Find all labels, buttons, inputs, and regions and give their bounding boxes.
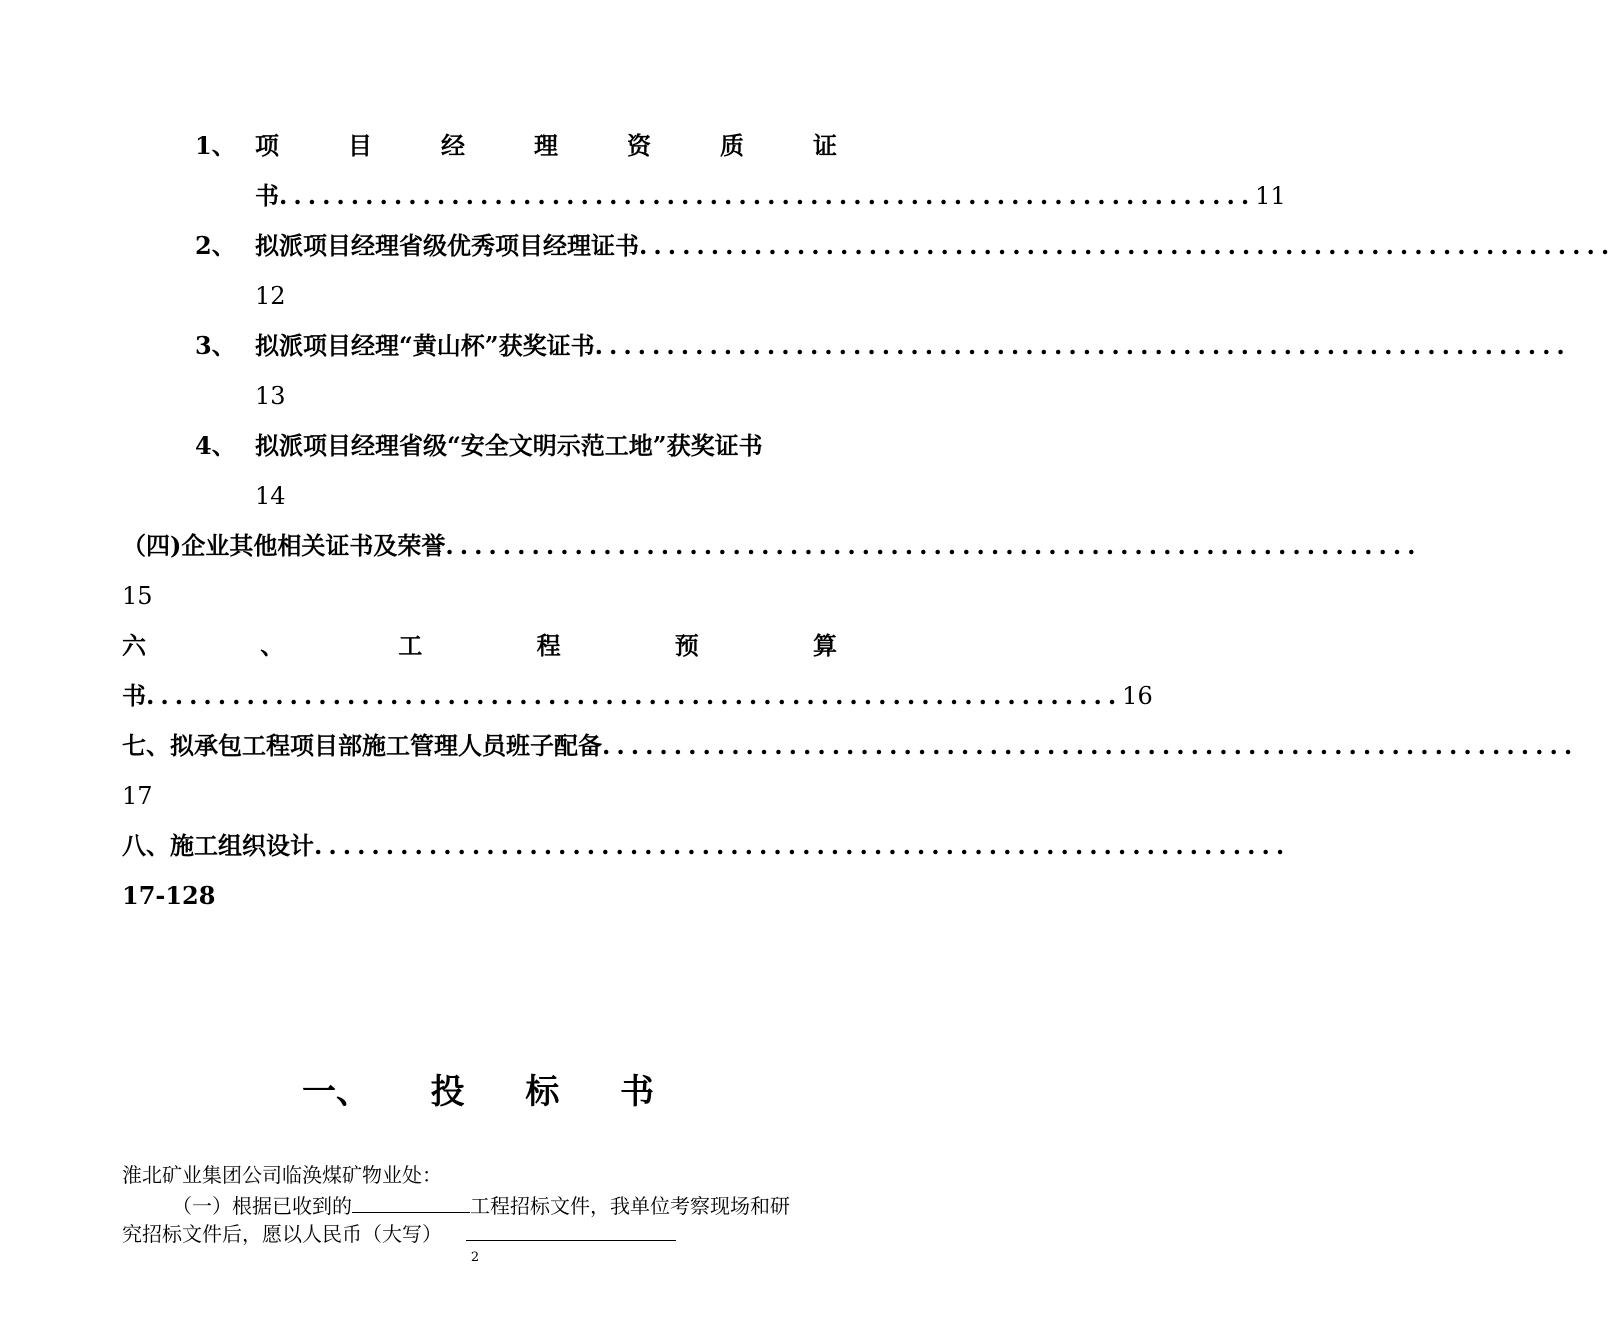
dot-leader: .................................................................... xyxy=(602,731,1579,760)
toc-char: 证 xyxy=(813,131,837,160)
toc-item-6-title xyxy=(122,628,837,664)
toc-char: 理 xyxy=(534,131,558,160)
dot-leader: .................................................................... xyxy=(594,331,1571,360)
toc-item-2-number: 2、 xyxy=(195,231,236,260)
toc-item-6-title-tail: 书 xyxy=(122,681,146,710)
dot-leader: .................................................................... xyxy=(279,181,1256,210)
toc-item-5-leader xyxy=(122,528,1422,564)
toc-item-1-page: 11 xyxy=(1255,182,1286,210)
toc-item-4-title: 拟派项目经理省级“安全文明示范工地”获奖证书 xyxy=(255,431,763,460)
toc-item-8-page: 17-128 xyxy=(122,881,216,910)
toc-char: 六 xyxy=(122,631,146,660)
para-text-c: 究招标文件后，愿以人民币（大写） xyxy=(122,1222,442,1246)
title-char: 一、 xyxy=(302,1072,370,1112)
toc-char: 、 xyxy=(260,631,285,660)
dot-leader: .................................................................... xyxy=(639,231,1615,260)
addressee: 淮北矿业集团公司临涣煤矿物业处： xyxy=(122,1163,442,1187)
toc-item-3-page: 13 xyxy=(255,382,286,410)
toc-char: 程 xyxy=(536,631,561,660)
toc-item-3-title: 拟派项目经理“黄山杯”获奖证书 xyxy=(255,331,595,360)
title-char: 投 xyxy=(430,1072,465,1112)
toc-char: 经 xyxy=(441,131,465,160)
toc-item-7-title: 七、拟承包工程项目部施工管理人员班子配备 xyxy=(122,731,602,760)
toc-item-5-page: 15 xyxy=(122,582,153,610)
toc-item-2-page: 12 xyxy=(255,282,286,310)
toc-item-6-leader xyxy=(122,678,1153,714)
title-char: 标 xyxy=(525,1072,560,1112)
toc-item-1-title xyxy=(255,128,837,164)
toc-item-2-title: 拟派项目经理省级优秀项目经理证书 xyxy=(255,231,639,260)
title-char: 书 xyxy=(619,1072,654,1112)
toc-item-3-number: 3、 xyxy=(195,331,236,360)
toc-char: 项 xyxy=(255,131,279,160)
toc-item-1-leader xyxy=(255,178,1286,214)
dot-leader: .................................................................... xyxy=(445,531,1422,560)
toc-item-2-leader xyxy=(255,228,1615,264)
toc-char: 预 xyxy=(674,631,699,660)
toc-item-1-number: 1、 xyxy=(195,131,236,160)
paragraph-line-2 xyxy=(122,1218,676,1249)
para-text-a: （一）根据已收到的 xyxy=(172,1194,352,1218)
toc-char: 算 xyxy=(812,631,837,660)
toc-char: 质 xyxy=(720,131,744,160)
project-name-blank xyxy=(352,1190,470,1213)
toc-item-4-page: 14 xyxy=(255,482,286,510)
page-number: 2 xyxy=(470,1250,480,1265)
para-text-b: 工程招标文件，我单位考察现场和研 xyxy=(470,1194,790,1218)
dot-leader: .................................................................... xyxy=(314,831,1291,860)
toc-item-8-title: 八、施工组织设计 xyxy=(122,831,314,860)
toc-item-7-leader xyxy=(122,728,1579,764)
toc-item-3-leader xyxy=(255,328,1571,364)
toc-item-5-title: （四)企业其他相关证书及荣誉 xyxy=(122,531,446,560)
dot-leader: .................................................................... xyxy=(146,681,1123,710)
toc-item-6-page: 16 xyxy=(1122,682,1153,710)
toc-char: 工 xyxy=(398,631,423,660)
toc-item-7-page: 17 xyxy=(122,782,153,810)
toc-item-4-number: 4、 xyxy=(195,431,236,460)
section-title xyxy=(302,1070,654,1114)
toc-item-8-leader xyxy=(122,828,1291,864)
amount-blank xyxy=(466,1218,676,1241)
toc-char: 资 xyxy=(627,131,651,160)
toc-char: 目 xyxy=(348,131,372,160)
paragraph-line-1 xyxy=(172,1190,790,1221)
toc-item-1-title-tail: 书 xyxy=(255,181,279,210)
